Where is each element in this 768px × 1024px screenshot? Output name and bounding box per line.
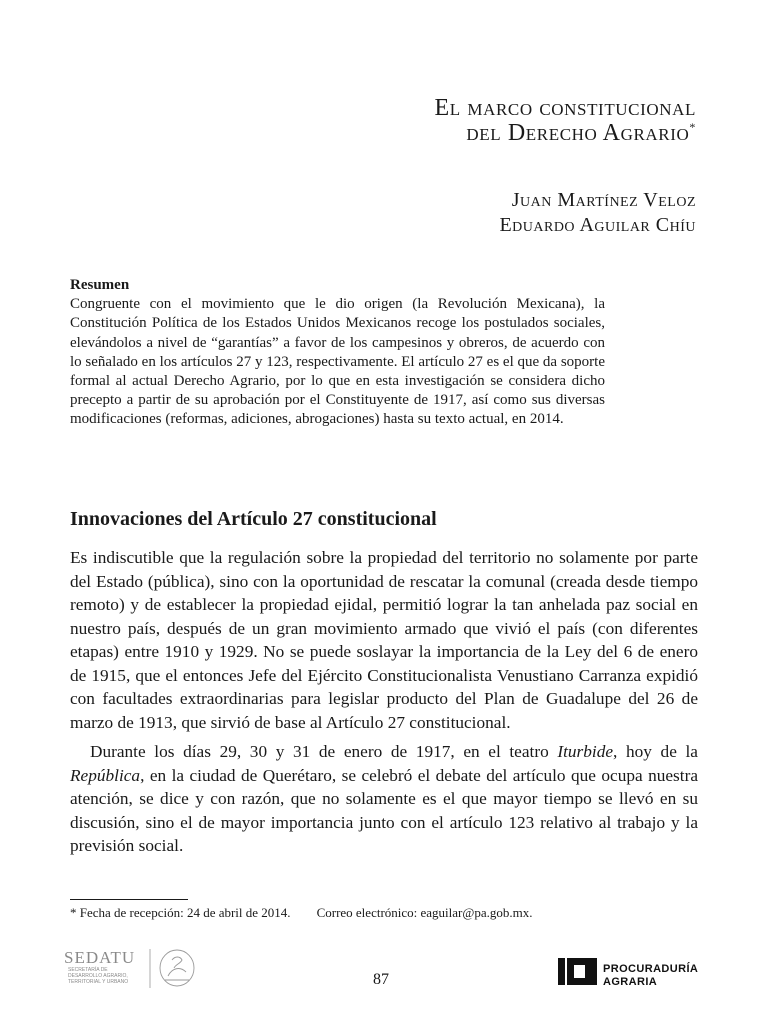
section-heading: Innovaciones del Artículo 27 constitucional [70, 508, 437, 530]
article-title [435, 96, 696, 146]
authors [499, 188, 696, 238]
paragraph-2-italic-iturbide: Iturbide [557, 742, 614, 761]
sedatu-logo [64, 946, 204, 997]
abstract [70, 276, 605, 430]
paragraph-2-part-a: Durante los días 29, 30 y 31 de enero de 1917, en el teatro [90, 742, 558, 761]
pa-line-2: AGRARIA [603, 976, 658, 988]
body-text [70, 546, 698, 858]
footnote-date: * Fecha de recepción: 24 de abril de 2014. [70, 905, 291, 920]
paragraph-2-part-c: , en la ciudad de Querétaro, se celebró el debate del artículo que ocupa nuestra atención, se dice y con razón, que no solamente es el que mayor tiempo se llevó en su discusión, sino el de mayor importancia junto con el artículo 123 relativo al trabajo y la previsión social. [70, 765, 698, 855]
abstract-heading: Resumen [70, 277, 130, 293]
pa-emblem-icon [558, 958, 597, 985]
paragraph-2 [70, 740, 698, 858]
abstract-body: Congruente con el movimiento que le dio origen (la Revolución Mexicana), la Constitución Política de los Estados Unidos Mexicanos recoge los postulados sociales, elevándolos a nivel de “garantías” a favor de los campesinos y obreros, de acuerdo con lo señalado en los artículos 27 y 123, respectivamente. El artículo 27 es el que da soporte formal al actual Derecho Agrario, por lo que en esta investigación se considera dicho precepto a partir de su aprobación por el Constituyente de 1917, así como sus diversas modificaciones (reformas, adiciones, abrogaciones) hasta su texto actual, en 2014. [70, 296, 605, 428]
paragraph-2-italic-republica: República [70, 765, 141, 785]
procuraduria-agraria-logo-graphic [558, 955, 698, 988]
page-number: 87 [373, 971, 389, 988]
paragraph-2-part-b: , hoy de la [613, 742, 698, 761]
footnote-email: Correo electrónico: eaguilar@pa.gob.mx. [316, 905, 533, 920]
pa-line-1: PROCURADURÍA [603, 963, 698, 975]
sedatu-line-1: SECRETARÍA DE [68, 967, 108, 973]
footnote [70, 905, 532, 921]
sedatu-line-2: DESARROLLO AGRARIO, [68, 973, 128, 979]
footnote-marker: * [689, 120, 696, 134]
title-line-1: El marco constitucional [434, 95, 696, 121]
mexico-coat-of-arms-icon [160, 950, 194, 986]
paragraph-1: Es indiscutible que la regulación sobre la propiedad del territorio no solamente por parte del Estado (pública), sino con la oportunidad de rescatar la comunal (creada desde tiempo remoto) y de establecer la propiedad ejidal, permitió lograr la tan anhelada paz social en nuestro país, después de un gran movimiento armado que vivió el país (con diferentes etapas) entre 1910 y 1929. No se puede soslayar la importancia de la Ley del 6 de enero de 1915, que el entonces Jefe del Ejército Constitucionalista Venustiano Carranza expidió con facultades extraordinarias para legislar producto del Plan de Guadalupe del 26 de marzo de 1913, que sirvió de base al Artículo 27 constitucional. [70, 548, 698, 732]
author-2: Eduardo Aguilar Chíu [499, 214, 696, 236]
sedatu-line-3: TERRITORIAL Y URBANO [68, 979, 129, 985]
procuraduria-agraria-logo [558, 955, 698, 993]
sedatu-logo-graphic [64, 946, 204, 992]
footnote-divider [70, 899, 188, 900]
title-line-2 [435, 121, 696, 146]
author-1: Juan Martínez Veloz [511, 189, 696, 211]
title-line-2-text: del Derecho Agrario [466, 120, 690, 146]
sedatu-name: SEDATU [64, 948, 136, 967]
